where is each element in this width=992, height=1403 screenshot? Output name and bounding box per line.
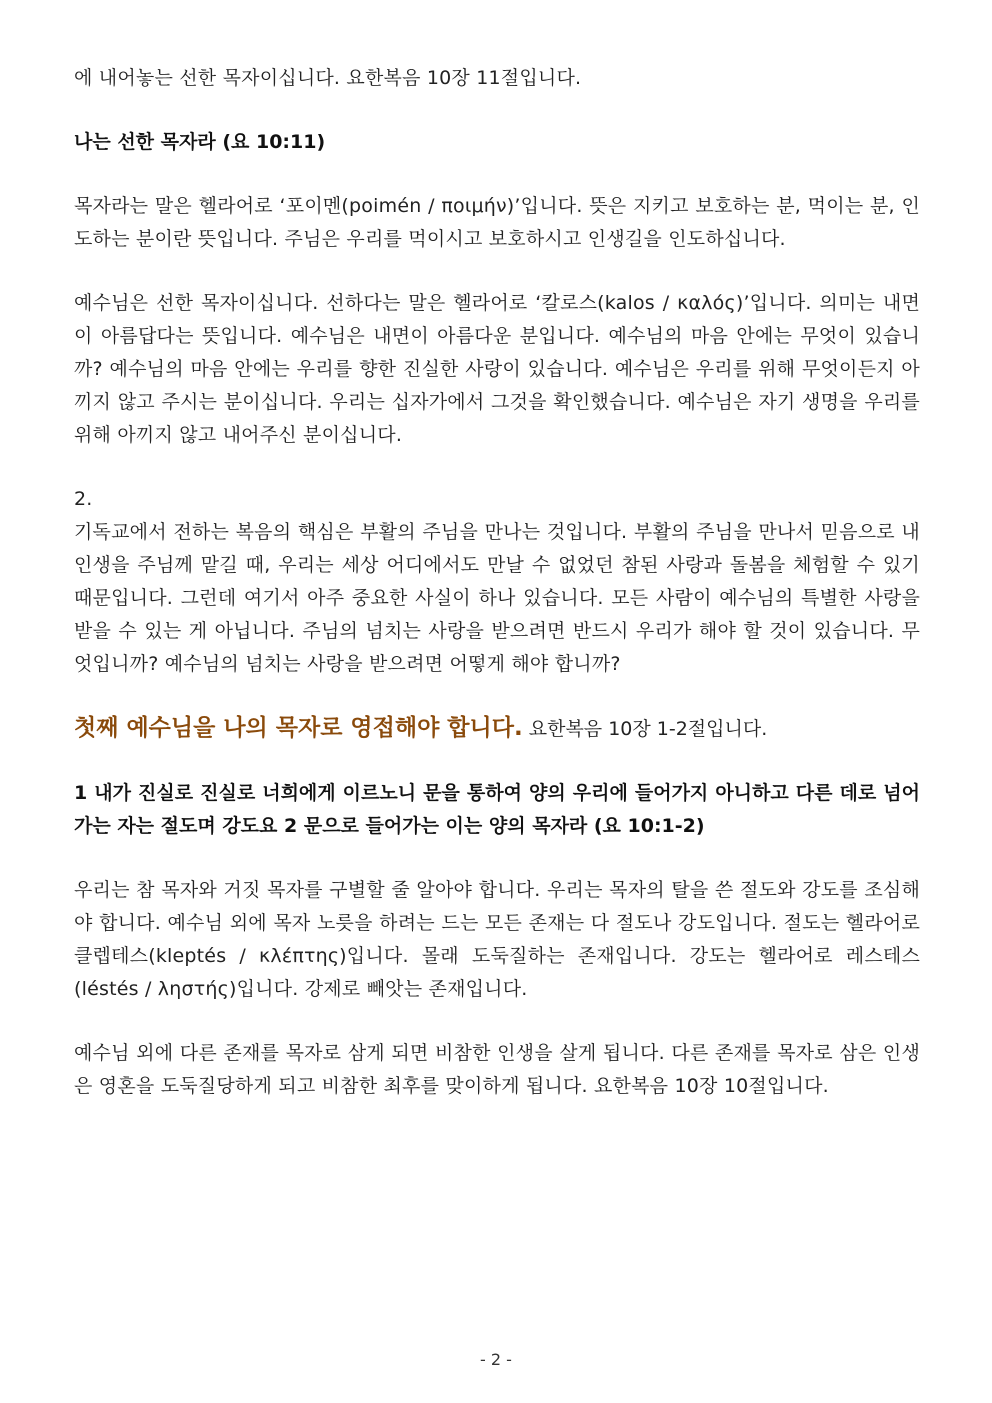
section-heading bbox=[74, 712, 920, 746]
page-number: - 2 - bbox=[480, 1350, 512, 1369]
paragraph-poimen: 목자라는 말은 헬라어로 ‘포이멘(poimén / ποιμήν)’입니다. 뜻은 지키고 보호하는 분, 먹이는 분, 인도하는 분이란 뜻입니다. 주님은 우리를 먹이시고 보호하시고 인생길을 인도하십니다. bbox=[74, 195, 920, 250]
paragraph-thief-robber: 우리는 참 목자와 거짓 목자를 구별할 줄 알아야 합니다. 우리는 목자의 탈을 쓴 절도와 강도를 조심해야 합니다. 예수님 외에 목자 노릇을 하려는 드는 모든 존재는 다 절도나 강도입니다. 절도는 헬라어로 클렙테스(kleptés / κλέπτης)입니다. 몰래 도둑질하는 존재입니다. 강도는 헬라어로 레스테스(léstés / ληστής)입니다. 강제로 빼앗는 존재입니다. bbox=[74, 879, 920, 1000]
paragraph-false-shepherd: 예수님 외에 다른 존재를 목자로 삼게 되면 비참한 인생을 살게 됩니다. 다른 존재를 목자로 삼은 인생은 영혼을 도둑질당하게 되고 비참한 최후를 맞이하게 됩니다. 요한복음 10장 10절입니다. bbox=[74, 1042, 920, 1097]
paragraph-intro: 에 내어놓는 선한 목자이십니다. 요한복음 10장 11절입니다. bbox=[74, 67, 582, 89]
paragraph-kalos: 예수님은 선한 목자이십니다. 선하다는 말은 헬라어로 ‘칼로스(kalos / καλός)’입니다. 의미는 내면이 아름답다는 뜻입니다. 예수님은 내면이 아름다운 분입니다. 예수님의 마음 안에는 무엇이 있습니까? 예수님의 마음 안에는 우리를 향한 진실한 사랑이 있습니다. 예수님은 우리를 위해 무엇이든지 아끼지 않고 주시는 분이십니다. 우리는 십자가에서 그것을 확인했습니다. 예수님은 자기 생명을 우리를 위해 아끼지 않고 내어주신 분이십니다. bbox=[74, 292, 920, 446]
section-number: 2. bbox=[74, 488, 93, 510]
scripture-quote-john-10-11: 나는 선한 목자라 (요 10:11) bbox=[74, 131, 326, 153]
document-body bbox=[74, 62, 920, 1134]
heading-reference: 요한복음 10장 1-2절입니다. bbox=[522, 718, 768, 740]
heading-text: 첫째 예수님을 나의 목자로 영접해야 합니다. bbox=[74, 715, 523, 741]
scripture-quote-john-10-1-2: 1 내가 진실로 진실로 너희에게 이르노니 문을 통하여 양의 우리에 들어가지 아니하고 다른 데로 넘어가는 자는 절도며 강도요 2 문으로 들어가는 이는 양의 목자라 (요 10:1-2) bbox=[74, 782, 920, 837]
paragraph-gospel-core: 기독교에서 전하는 복음의 핵심은 부활의 주님을 만나는 것입니다. 부활의 주님을 만나서 믿음으로 내 인생을 주님께 맡길 때, 우리는 세상 어디에서도 만날 수 없었던 참된 사랑과 돌봄을 체험할 수 있기 때문입니다. 그런데 여기서 아주 중요한 사실이 하나 있습니다. 모든 사람이 예수님의 특별한 사랑을 받을 수 있는 게 아닙니다. 주님의 넘치는 사랑을 받으려면 반드시 우리가 해야 할 것이 있습니다. 무엇입니까? 예수님의 넘치는 사랑을 받으려면 어떻게 해야 합니까? bbox=[74, 521, 920, 675]
